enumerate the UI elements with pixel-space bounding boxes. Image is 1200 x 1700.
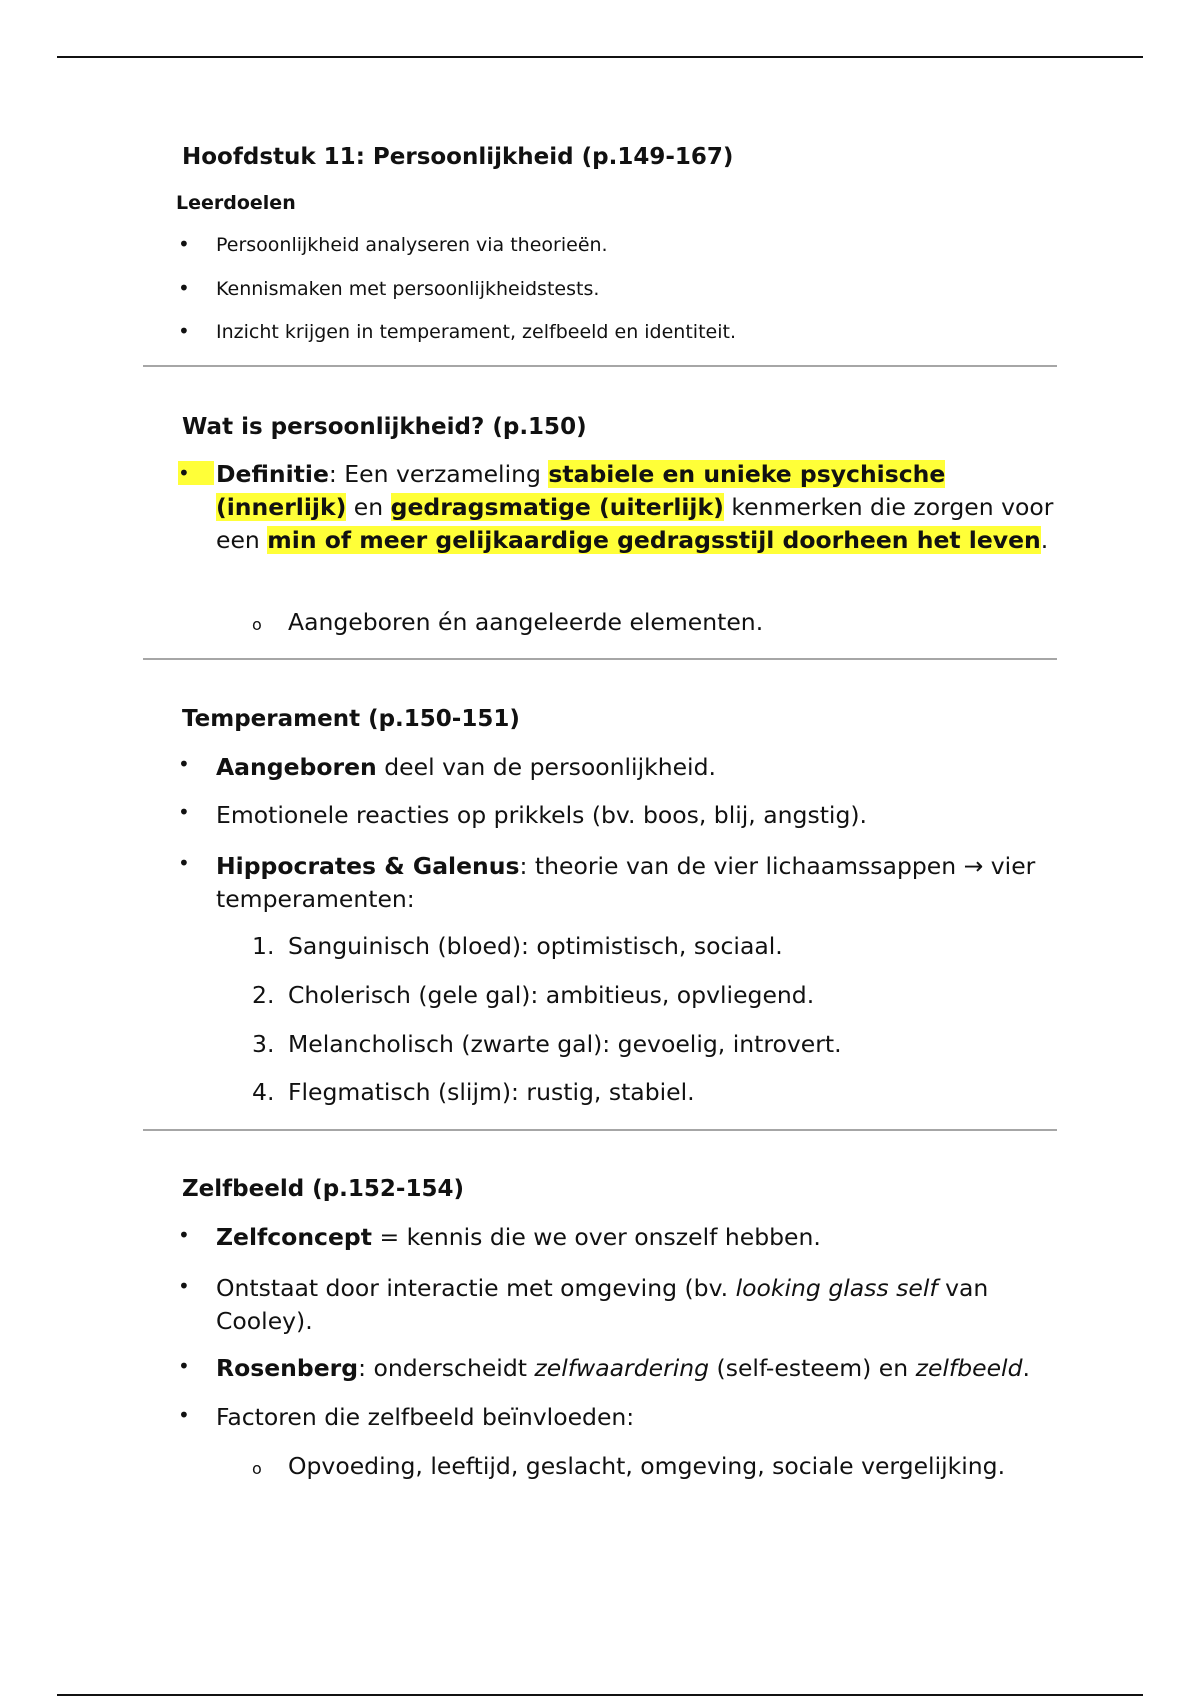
italic-term: zelfwaardering [534,1354,710,1382]
bullet-icon [178,851,190,875]
list-item [216,1221,821,1254]
page-bottom-rule [57,1694,1143,1696]
list-number: 2. [252,981,275,1009]
chapter-title: Hoofdstuk 11: Persoonlijkheid (p.149-167) [182,144,734,170]
bullet-icon [178,752,190,776]
item-text: deel van de persoonlijkheid. [376,753,716,781]
section-title: Temperament (p.150-151) [182,706,520,732]
list-number: 4. [252,1078,275,1106]
item-text: : theorie van de vier lichaamssappen → vier temperamenten: [216,852,1036,913]
definition-text: . [1040,526,1049,554]
goal-item: Inzicht krijgen in temperament, zelfbeeld en identiteit. [216,321,736,343]
highlight-text: min of meer gelijkaardige gedragsstijl doorheen het leven [267,526,1041,554]
list-item: Factoren die zelfbeeld beïnvloeden: [216,1403,635,1431]
item-text: . [1022,1354,1030,1382]
goals-heading: Leerdoelen [176,192,296,214]
definition-term: Definitie [216,460,329,488]
highlight-text: stabiele en unieke psychische (innerlijk) [216,460,946,521]
definition-text: : Een verzameling [328,460,549,488]
bullet-icon [178,1223,190,1247]
list-number: 1. [252,932,275,960]
item-text: van Cooley). [216,1274,989,1335]
section-divider [143,658,1057,660]
section-divider [143,365,1057,367]
bullet-icon [178,461,214,485]
item-text: : onderscheidt [358,1354,535,1382]
section-title: Wat is persoonlijkheid? (p.150) [182,414,587,440]
bold-term: Hippocrates & Galenus [216,852,520,880]
bold-term: Zelfconcept [216,1223,372,1251]
item-text: (self-esteem) en [709,1354,916,1382]
definition-text: kenmerken die zorgen voor een [216,493,1054,554]
bullet-icon [178,276,190,300]
section-title: Zelfbeeld (p.152-154) [182,1176,464,1202]
section-divider [143,1129,1057,1131]
item-text: = kennis die we over onszelf hebben. [372,1223,821,1251]
goal-item: Persoonlijkheid analyseren via theorieën. [216,234,608,256]
italic-term: looking glass self [735,1274,938,1302]
list-item [216,1352,1030,1385]
sub-item: Aangeboren én aangeleerde elementen. [288,608,764,636]
list-item [216,751,716,784]
bullet-icon [178,1403,190,1427]
sub-item: Opvoeding, leeftijd, geslacht, omgeving, sociale vergelijking. [288,1452,1006,1480]
list-item [216,1272,1036,1338]
goal-item: Kennismaken met persoonlijkheidstests. [216,278,600,300]
list-item [216,850,1036,916]
definition-text: en [346,493,391,521]
numbered-item: Sanguinisch (bloed): optimistisch, sociaal. [288,932,783,960]
italic-term: zelfbeeld [915,1354,1023,1382]
bullet-icon [178,1274,190,1298]
definition-paragraph [216,458,1056,557]
sub-bullet-icon: o [252,1459,262,1478]
list-number: 3. [252,1030,275,1058]
numbered-item: Flegmatisch (slijm): rustig, stabiel. [288,1078,695,1106]
item-text: Ontstaat door interactie met omgeving (bv. [216,1274,736,1302]
list-item: Emotionele reacties op prikkels (bv. boos, blij, angstig). [216,801,868,829]
bold-term: Rosenberg [216,1354,359,1382]
bullet-icon [178,1354,190,1378]
page-top-rule [57,56,1143,58]
bullet-icon [178,232,190,256]
bullet-icon [178,319,190,343]
bullet-icon [178,800,190,824]
highlight-text: gedragsmatige (uiterlijk) [390,493,724,521]
sub-bullet-icon: o [252,615,262,634]
bold-term: Aangeboren [216,753,377,781]
numbered-item: Cholerisch (gele gal): ambitieus, opvliegend. [288,981,815,1009]
numbered-item: Melancholisch (zwarte gal): gevoelig, introvert. [288,1030,842,1058]
